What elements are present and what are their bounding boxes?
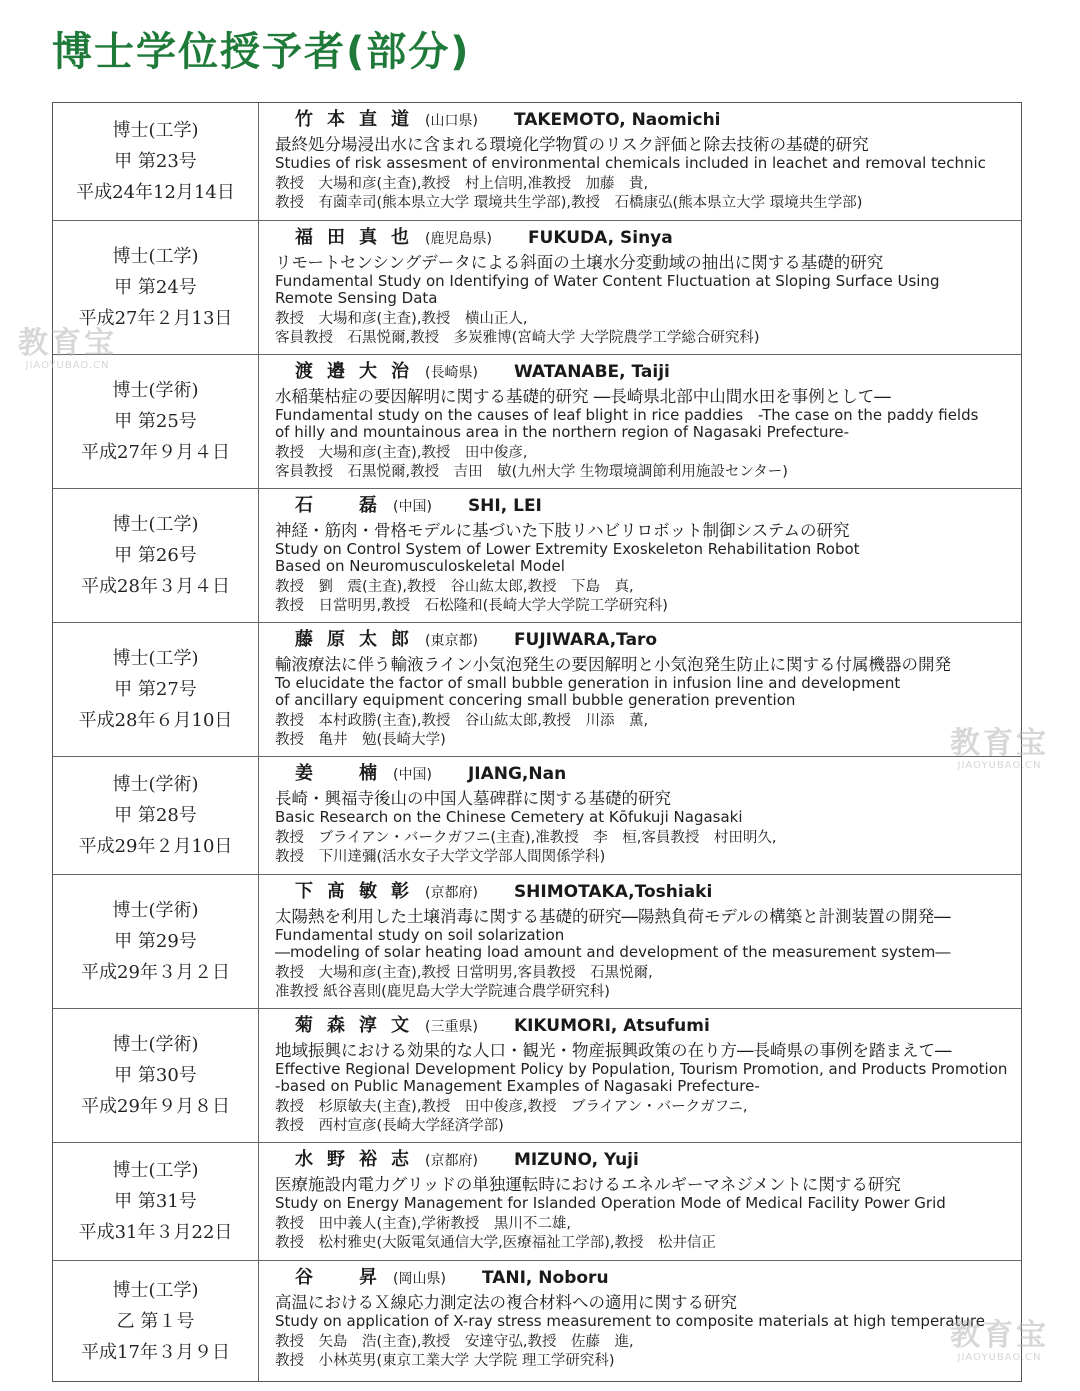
table-row	[53, 489, 1021, 623]
thesis-title-jp: 太陽熱を利用した土壌消毒に関する基礎的研究―陽熱負荷モデルの構築と計測装置の開発―	[275, 907, 951, 926]
recipient-name-roman: WATANABE, Taiji	[513, 362, 670, 382]
advisor-line: 教授 大場和彦(主査),教授 田中俊彦,	[275, 445, 528, 461]
degree-number: 甲 第30号	[114, 1065, 197, 1086]
degree-number: 甲 第27号	[114, 679, 197, 700]
thesis-title-en-line: Study on Control System of Lower Extremity Exoskeleton Rehabilitation Robot	[275, 540, 860, 558]
advisor-line: 客員教授 石黒悦爾,教授 吉田 敏(九州大学 生物環境調節利用施設センター)	[275, 463, 788, 480]
thesis-title-jp: 地域振興における効果的な人口・観光・物産振興政策の在り方―長崎県の事例を踏まえて―	[275, 1041, 952, 1060]
recipient-name-line	[275, 631, 1013, 654]
thesis-title-en-line: Basic Research on the Chinese Cemetery at Kōfukuji Nagasaki	[275, 808, 743, 826]
thesis-title-en	[275, 1195, 1013, 1212]
thesis-title-en	[275, 273, 1013, 307]
thesis-info	[275, 883, 1013, 1001]
thesis-title-en	[275, 675, 1013, 709]
recipient-name-jp: 渡邉大治	[295, 361, 423, 382]
advisors	[275, 175, 1013, 212]
advisor-line: 教授 矢島 浩(主査),教授 安達守弘,教授 佐藤 進,	[275, 1334, 634, 1350]
degree-number: 甲 第24号	[114, 277, 197, 298]
degree-type: 博士(工学)	[112, 514, 199, 535]
thesis-title-en-line: Remote Sensing Data	[275, 289, 438, 307]
advisor-line: 教授 劉 震(主査),教授 谷山紘太郎,教授 下島 真,	[275, 579, 634, 595]
recipient-name-jp: 藤原太郎	[295, 629, 423, 650]
recipient-name-line	[275, 363, 1013, 386]
award-date: 平成17年３月９日	[81, 1341, 230, 1363]
degree-type: 博士(学術)	[112, 1034, 199, 1055]
thesis-info	[275, 765, 1013, 866]
thesis-title-jp: 水稲葉枯症の要因解明に関する基礎的研究 ―長崎県北部中山間水田を事例として―	[275, 387, 891, 406]
thesis-title-en	[275, 1313, 1013, 1330]
thesis-title-en	[275, 155, 1013, 172]
watermark-domain: JIAOYUBAO.CN	[957, 760, 1042, 771]
award-date: 平成27年２月13日	[78, 308, 233, 329]
recipient-name-roman: SHIMOTAKA,Toshiaki	[513, 882, 713, 902]
degree-type: 博士(工学)	[112, 1160, 199, 1181]
advisor-line: 教授 田中義人(主査),学術教授 黒川不二雄,	[275, 1216, 572, 1232]
thesis-info	[275, 363, 1013, 481]
thesis-title-en-line: -based on Public Management Examples of Nagasaki Prefecture-	[275, 1077, 760, 1095]
award-date: 平成29年９月８日	[81, 1096, 230, 1117]
thesis-title-en-line: Fundamental study on the causes of leaf blight in rice paddies -The case on the paddy fields	[275, 406, 979, 424]
degree-info	[53, 623, 259, 756]
page-title: 博士学位授予者(部分)	[52, 29, 471, 75]
degree-recipients-table	[52, 102, 1022, 1382]
degree-info	[53, 1143, 259, 1260]
table-row	[53, 103, 1021, 221]
recipient-name-line	[275, 883, 1013, 906]
degree-number: 乙 第１号	[116, 1310, 195, 1332]
watermark-left	[18, 328, 117, 371]
degree-number: 甲 第29号	[114, 931, 197, 952]
table-row	[53, 1143, 1021, 1261]
degree-info	[53, 355, 259, 488]
table-row	[53, 1261, 1021, 1381]
advisor-line: 教授 下川達彌(活水女子大学文学部人間関係学科)	[275, 848, 606, 865]
degree-info	[53, 875, 259, 1008]
recipient-name-jp: 福田真也	[295, 227, 423, 248]
recipient-name-line	[275, 111, 1013, 134]
recipient-name-jp: 菊森淳文	[295, 1015, 423, 1036]
thesis-title-en-line: Effective Regional Development Policy by Population, Tourism Promotion, and Products Promotion	[275, 1060, 1008, 1078]
thesis-title-en	[275, 927, 1013, 961]
thesis-info	[275, 1017, 1013, 1135]
thesis-title-jp: 長崎・興福寺後山の中国人墓碑群に関する基礎的研究	[275, 789, 671, 808]
advisor-line: 教授 有薗幸司(熊本県立大学 環境共生学部),教授 石橋康弘(熊本県立大学 環境共生学部)	[275, 194, 863, 211]
watermark-text: 教育宝	[950, 1318, 1049, 1353]
table-row	[53, 221, 1021, 355]
thesis-title-jp: 最終処分場浸出水に含まれる環境化学物質のリスク評価と除去技術の基礎的研究	[275, 135, 869, 154]
degree-type: 博士(工学)	[112, 120, 199, 141]
advisors	[275, 1333, 1013, 1370]
advisor-line: 教授 大場和彦(主査),教授 横山正人,	[275, 311, 528, 327]
advisors	[275, 444, 1013, 481]
recipient-name-roman: JIANG,Nan	[467, 764, 567, 784]
degree-info	[53, 757, 259, 874]
recipient-origin: (東京都)	[425, 633, 478, 649]
recipient-name-roman: TANI, Noboru	[481, 1268, 609, 1288]
thesis-title-en	[275, 407, 1013, 441]
advisor-line: 教授 松村雅史(大阪電気通信大学,医療福祉工学部),教授 松井信正	[275, 1234, 717, 1251]
advisor-line: 教授 大場和彦(主査),教授 日當明男,客員教授 石黒悦爾,	[275, 965, 653, 981]
recipient-name-roman: FUJIWARA,Taro	[513, 630, 658, 650]
degree-type: 博士(学術)	[112, 774, 199, 795]
degree-type: 博士(工学)	[112, 1279, 199, 1301]
watermark-text: 教育宝	[18, 326, 117, 361]
thesis-title-jp: 輸液療法に伴う輸液ライン小気泡発生の要因解明と小気泡発生防止に関する付属機器の開発	[275, 655, 952, 674]
advisors	[275, 1215, 1013, 1252]
table-row	[53, 757, 1021, 875]
recipient-name-line	[275, 497, 1013, 520]
advisor-line: 教授 亀井 勉(長崎大学)	[275, 731, 446, 748]
recipient-name-line	[275, 1269, 1013, 1292]
recipient-name-jp: 下髙敏彰	[295, 881, 423, 902]
recipient-name-roman: KIKUMORI, Atsufumi	[513, 1016, 710, 1036]
award-date: 平成29年３月２日	[81, 962, 230, 983]
degree-type: 博士(工学)	[112, 648, 199, 669]
recipient-name-jp: 谷 昇	[295, 1267, 391, 1288]
degree-type: 博士(学術)	[112, 380, 199, 401]
recipient-name-jp: 水野裕志	[295, 1149, 423, 1170]
table-row	[53, 1009, 1021, 1143]
thesis-title-en	[275, 1061, 1013, 1095]
advisor-line: 客員教授 石黒悦爾,教授 多炭雅博(宮崎大学 大学院農学工学総合研究科)	[275, 329, 760, 346]
recipient-name-jp: 石 磊	[295, 495, 391, 516]
recipient-origin: (鹿児島県)	[425, 231, 492, 247]
award-date: 平成31年３月22日	[78, 1222, 233, 1243]
advisors	[275, 578, 1013, 615]
advisor-line: 教授 ブライアン・バークガフニ(主査),准教授 李 桓,客員教授 村田明久,	[275, 830, 777, 846]
advisor-line: 准教授 紙谷喜則(鹿児島大学大学院連合農学研究科)	[275, 983, 610, 1000]
award-date: 平成27年９月４日	[81, 442, 230, 463]
recipient-origin: (山口県)	[425, 113, 478, 129]
thesis-title-en-line: of ancillary equipment concering small bubble generation prevention	[275, 691, 796, 709]
degree-info	[53, 489, 259, 622]
recipient-name-roman: MIZUNO, Yuji	[513, 1150, 639, 1170]
recipient-origin: (京都府)	[425, 1153, 478, 1169]
award-date: 平成24年12月14日	[76, 182, 235, 203]
advisor-line: 教授 西村宣彦(長崎大学経済学部)	[275, 1117, 504, 1134]
recipient-name-line	[275, 229, 1013, 252]
advisors	[275, 712, 1013, 749]
degree-number: 甲 第25号	[114, 411, 197, 432]
degree-number: 甲 第23号	[114, 151, 197, 172]
recipient-origin: (長崎県)	[425, 365, 478, 381]
advisors	[275, 1098, 1013, 1135]
thesis-title-en-line: ―modeling of solar heating load amount and development of the measurement system―	[275, 943, 951, 961]
thesis-info	[275, 229, 1013, 347]
thesis-info	[275, 111, 1013, 212]
recipient-name-jp: 竹本直道	[295, 109, 423, 130]
degree-number: 甲 第26号	[114, 545, 197, 566]
watermark-right	[950, 728, 1049, 771]
award-date: 平成28年６月10日	[78, 710, 233, 731]
thesis-title-en-line: Studies of risk assesment of environmental chemicals included in leachet and removal technic	[275, 154, 986, 172]
degree-type: 博士(工学)	[112, 246, 199, 267]
degree-type: 博士(学術)	[112, 900, 199, 921]
thesis-title-en-line: of hilly and mountainous area in the northern region of Nagasaki Prefecture-	[275, 423, 850, 441]
thesis-title-en-line: Based on Neuromusculoskeletal Model	[275, 557, 565, 575]
recipient-name-jp: 姜 楠	[295, 763, 391, 784]
thesis-title-en-line: Fundamental study on soil solarization	[275, 926, 565, 944]
watermark-bottom	[950, 1320, 1049, 1363]
recipient-name-line	[275, 765, 1013, 788]
thesis-title-jp: リモートセンシングデータによる斜面の土壌水分変動域の抽出に関する基礎的研究	[275, 253, 884, 272]
recipient-origin: (岡山県)	[393, 1271, 446, 1287]
thesis-info	[275, 1151, 1013, 1252]
thesis-title-en-line: Fundamental Study on Identifying of Water Content Fluctuation at Sloping Surface Using	[275, 272, 940, 290]
thesis-title-jp: 神経・筋肉・骨格モデルに基づいた下肢リハビリロボット制御システムの研究	[275, 521, 850, 540]
recipient-name-line	[275, 1017, 1013, 1040]
advisors	[275, 310, 1013, 347]
watermark-text: 教育宝	[950, 726, 1049, 761]
advisor-line: 教授 本村政勝(主査),教授 谷山紘太郎,教授 川添 薫,	[275, 713, 649, 729]
recipient-name-roman: SHI, LEI	[467, 496, 542, 516]
thesis-info	[275, 497, 1013, 615]
recipient-name-line	[275, 1151, 1013, 1174]
thesis-title-en-line: Study on application of X-ray stress measurement to composite materials at high temperature	[275, 1312, 985, 1330]
thesis-title-en	[275, 809, 1013, 826]
watermark-domain: JIAOYUBAO.CN	[957, 1352, 1042, 1363]
advisors	[275, 964, 1013, 1001]
thesis-title-en-line: Study on Energy Management for Islanded Operation Mode of Medical Facility Power Grid	[275, 1194, 946, 1212]
thesis-title-en	[275, 541, 1013, 575]
recipient-origin: (京都府)	[425, 885, 478, 901]
degree-info	[53, 1261, 259, 1381]
thesis-title-jp: 高温におけるＸ線応力測定法の複合材料への適用に関する研究	[275, 1293, 737, 1312]
recipient-origin: (中国)	[393, 767, 432, 783]
table-row	[53, 875, 1021, 1009]
degree-number: 甲 第28号	[114, 805, 197, 826]
recipient-name-roman: FUKUDA, Sinya	[527, 228, 673, 248]
degree-info	[53, 1009, 259, 1142]
advisor-line: 教授 日當明男,教授 石松隆和(長崎大学大学院工学研究科)	[275, 597, 668, 614]
thesis-title-en-line: To elucidate the factor of small bubble generation in infusion line and development	[275, 674, 901, 692]
award-date: 平成28年３月４日	[81, 576, 230, 597]
thesis-info	[275, 631, 1013, 749]
watermark-domain: JIAOYUBAO.CN	[25, 360, 110, 371]
advisor-line: 教授 大場和彦(主査),教授 村上信明,准教授 加藤 貴,	[275, 176, 649, 192]
table-row	[53, 355, 1021, 489]
table-row	[53, 623, 1021, 757]
advisor-line: 教授 杉原敏夫(主査),教授 田中俊彦,教授 ブライアン・バークガフニ,	[275, 1099, 748, 1115]
thesis-title-jp: 医療施設内電力グリッドの単独運転時におけるエネルギーマネジメントに関する研究	[275, 1175, 901, 1194]
advisors	[275, 829, 1013, 866]
recipient-name-roman: TAKEMOTO, Naomichi	[513, 110, 721, 130]
recipient-origin: (中国)	[393, 499, 432, 515]
recipient-origin: (三重県)	[425, 1019, 478, 1035]
thesis-info	[275, 1269, 1013, 1370]
degree-info	[53, 103, 259, 220]
degree-number: 甲 第31号	[114, 1191, 197, 1212]
award-date: 平成29年２月10日	[78, 836, 233, 857]
advisor-line: 教授 小林英男(東京工業大学 大学院 理工学研究科)	[275, 1352, 615, 1369]
